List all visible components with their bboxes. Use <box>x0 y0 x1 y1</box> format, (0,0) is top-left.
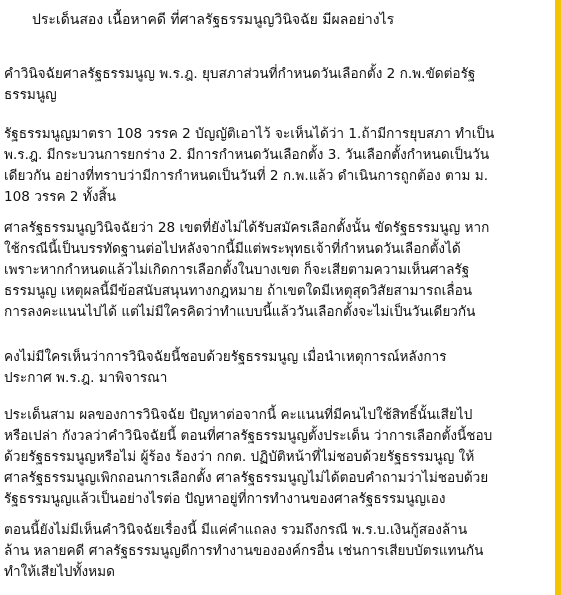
paragraph-3: ศาลรัฐธรรมนูญวินิจฉัยว่า 28 เขตที่ยังไม่ได้รับสมัครเลือกตั้งนั้น ขัดรัฐธรรมนูญ หาก ใช้กรณีนี้เป็นบรรทัดฐานต่อไปหลังจากนี้มีแต่พระพุทธเจ้าที่กำหนดวันเลือกตั้งได้ เพราะหากกำหนดแล้วไม่เกิดการเลือกตั้งในบางเขต ก็จะเสียตามความเห็นศาลรัฐ ธรรมนูญ เหตุผลนี้มีข้อสนับสนุนทางกฎหมาย ถ้าเขตใดมีเหตุสุดวิสัยสามารถเลื่อน การลงคะแนนไปได้ แต่ไม่มีใครคิดว่าทำแบบนี้แล้ววันเลือกตั้งจะไม่เป็นวันเดียวกัน <box>4 220 490 320</box>
right-edge-rule <box>555 0 561 595</box>
paragraph-4: คงไม่มีใครเห็นว่าการวินิจฉัยนี้ชอบด้วยรัฐธรรมนูญ เมื่อนำเหตุการณ์หลังการ ประกาศ พ.ร.ฎ. มาพิจารณา <box>4 349 447 386</box>
paragraph-2: รัฐธรรมนูญมาตรา 108 วรรค 2 บัญญัติเอาไว้ จะเห็นได้ว่า 1.ถ้ามีการยุบสภา ทำเป็น พ.ร.ฎ. มีกระบวนการยกร่าง 2. มีการกำหนดวันเลือกตั้ง 3. วันเลือกตั้งกำหนดเป็นวัน เดียวกัน อย่างที่ทราบว่ามีการกำหนดเป็นวันที่ 2 ก.พ.แล้ว ดำเนินการถูกต้อง ตาม ม. 108 วรรค 2 ทั้งสิ้น <box>4 126 495 205</box>
paragraph-5: ประเด็นสาม ผลของการวินิจฉัย ปัญหาต่อจากนี้ คะแนนที่มีคนไปใช้สิทธิ์นั้นเสียไป หรือเปล่า กังวลว่าคำวินิจฉัยนี้ ตอนที่ศาลรัฐธรรมนูญตั้งประเด็น ว่าการเลือกตั้งนี้ชอบ ด้วยรัฐธรรมนูญหรือไม่ ผู้ร้อง ร้องว่า กกต. ปฏิบัติหน้าที่ไม่ชอบด้วยรัฐธรรมนูญ ให้ ศาลรัฐธรรมนูญเพิกถอนการเลือกตั้ง ศาลรัฐธรรมนูญไม่ได้ตอบคำถามว่าไม่ชอบด้วย รัฐธรรมนูญแล้วเป็นอย่างไรต่อ ปัญหาอยู่ที่การทำงานของศาลรัฐธรรมนูญเอง <box>4 407 493 507</box>
section-heading: ประเด็นสอง เนื้อหาคดี ที่ศาลรัฐธรรมนูญวินิจฉัย มีผลอย่างไร <box>32 12 395 28</box>
paragraph-6: ตอนนี้ยังไม่มีเห็นคำวินิจฉัยเรื่องนี้ มีแค่คำแถลง รวมถึงกรณี พ.ร.บ.เงินกู้สองล้าน ล้าน หลายคดี ศาลรัฐธรรมนูญดีการทำงานขององค์กรอื่น เช่นการเสียบบัตรแทนกัน ทำให้เสียไปทั้งหมด <box>4 522 484 580</box>
paragraph-1: คำวินิจฉัยศาลรัฐธรรมนูญ พ.ร.ฎ. ยุบสภาส่วนที่กำหนดวันเลือกตั้ง 2 ก.พ.ขัดต่อรัฐ ธรรมนูญ <box>4 66 476 103</box>
